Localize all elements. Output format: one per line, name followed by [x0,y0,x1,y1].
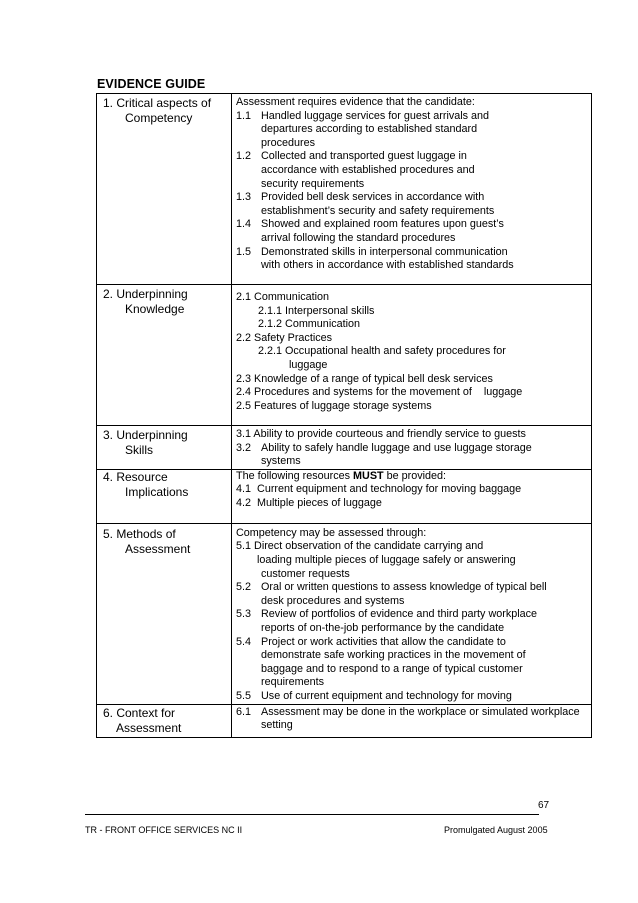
row-label [97,704,232,737]
label-line: Implications [125,484,189,499]
label-line: 1. Critical aspects of [103,96,212,110]
label-line: 4. Resource [103,469,168,484]
list-item: 2.1.2 Communication [258,318,361,331]
table-row [97,523,592,704]
list-item: loading multiple pieces of luggage safely or answering [257,553,516,566]
label-line: Knowledge [125,302,185,316]
label-line: 3. Underpinning [103,428,188,442]
table-row [97,704,592,737]
list-item: 5.4 Project or work activities that allow the candidate to demonstrate safe working practices in the movement of baggage and to respond to a range of typical customer requirements [236,635,526,689]
list-item: 6.1 Assessment may be done in the workplace or simulated workplace setting [236,705,580,732]
list-item: 1.2 Collected and transported guest luggage in accordance with established procedures and security requirements [236,150,475,190]
row-content [232,523,592,704]
row-content [232,704,592,737]
list-item: 5.1 Direct observation of the candidate carrying and [236,540,484,553]
list-item: 2.4 Procedures and systems for the movement of luggage [236,386,523,399]
table-row [97,469,592,523]
row-content [232,94,592,285]
list-item: 2.2 Safety Practices [236,331,333,344]
label-line: 6. Context for [103,705,176,720]
row-label [97,285,232,426]
list-item: 2.1.1 Interpersonal skills [258,304,375,317]
list-item: 1.3 Provided bell desk services in accordance with establishment’s security and safety requirements [236,191,495,217]
list-item: 1.5 Demonstrated skills in interpersonal communication with others in accordance with established standards [236,245,514,272]
row-label [97,94,232,285]
footer-left: TR - FRONT OFFICE SERVICES NC II [85,825,243,835]
intro-text: The following resources MUST be provided: [236,469,447,482]
list-item: 2.3 Knowledge of a range of typical bell desk services [236,372,493,385]
table-row [97,285,592,426]
list-item: 5.5 Use of current equipment and technology for moving [236,689,512,702]
table-row [97,94,592,285]
row-content [232,469,592,523]
list-item: 4.1 Current equipment and technology for moving baggage [236,483,522,496]
row-content [232,285,592,426]
footer-divider [85,814,539,815]
row-label [97,426,232,470]
label-line: Assessment [116,720,182,735]
label-line: Competency [125,111,193,125]
list-item: 2.5 Features of luggage storage systems [236,399,432,412]
label-line: Skills [125,443,154,457]
list-item: 2.2.1 Occupational health and safety procedures for luggage [258,345,506,371]
row-label [97,523,232,704]
footer-right: Promulgated August 2005 [444,825,548,835]
list-item: customer requests [261,567,350,580]
label-line: Assessment [125,541,191,556]
intro-text: Competency may be assessed through: [236,526,427,539]
label-line: 5. Methods of [103,526,176,541]
evidence-guide-table [96,93,592,738]
row-label [97,469,232,523]
list-item: 1.1 Handled luggage services for guest arrivals and departures according to established standard procedures [236,109,490,149]
list-item: 1.4 Showed and explained room features upon guest’s arrival following the standard procedures [236,218,504,244]
list-item: 3.2 Ability to safely handle luggage and use luggage storage systems [236,441,532,468]
list-item: 2.1 Communication [236,291,330,303]
row-content [232,426,592,470]
list-item: 5.2 Oral or written questions to assess knowledge of typical bell desk procedures and systems [236,581,547,607]
table-row [97,426,592,470]
label-line: 2. Underpinning [103,287,188,301]
page-title: EVIDENCE GUIDE [97,77,206,91]
page-number: 67 [538,800,550,811]
list-item: 4.2 Multiple pieces of luggage [236,496,382,509]
list-item: 5.3 Review of portfolios of evidence and third party workplace reports of on-the-job performance by the candidate [236,608,538,634]
intro-text: Assessment requires evidence that the candidate: [236,96,475,108]
list-item: 3.1 Ability to provide courteous and friendly service to guests [236,428,526,440]
